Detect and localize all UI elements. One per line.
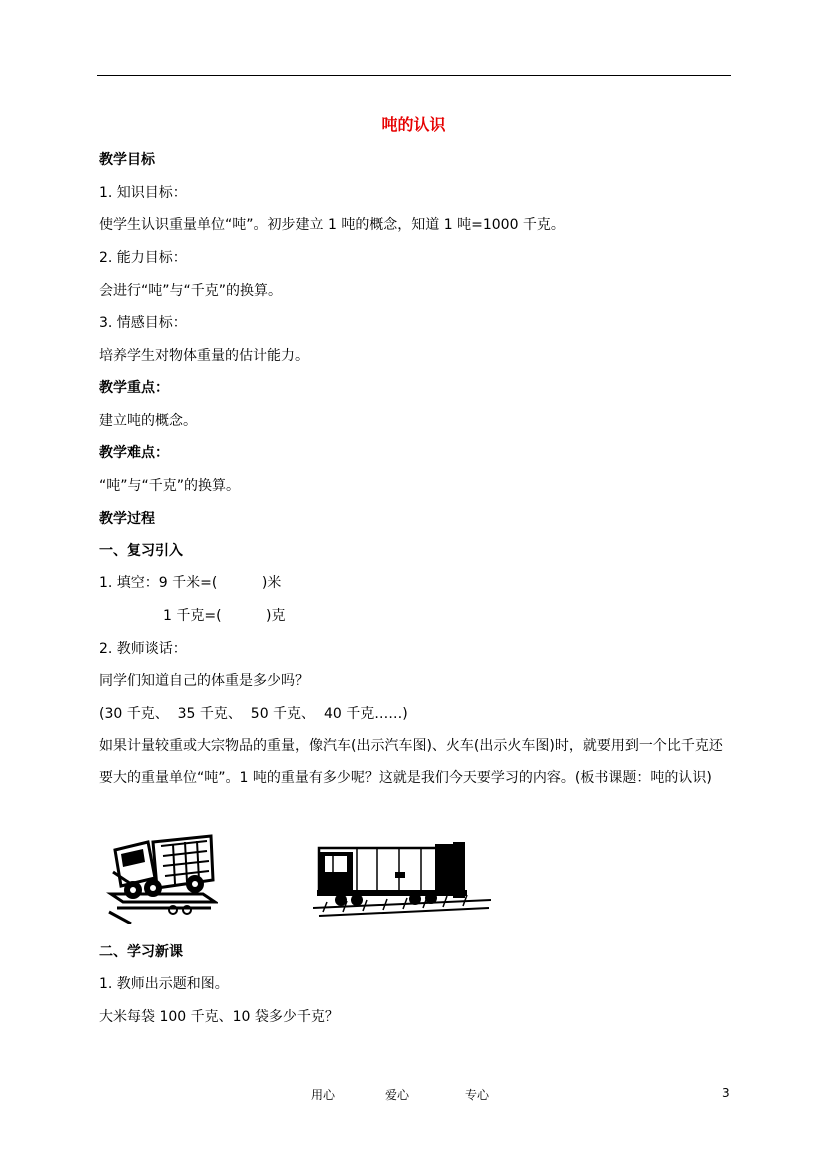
new-lesson-heading: 二、学习新课 — [99, 944, 183, 960]
truck-image — [103, 832, 218, 924]
step-1-text: 1. 教师出示题和图。 — [99, 976, 229, 992]
train-image — [313, 838, 491, 918]
example-weights: (30 千克、 35 千克、 50 千克、 40 千克……) — [99, 706, 408, 722]
goals-heading: 教学目标 — [99, 152, 155, 168]
footer-text-3: 专心 — [465, 1088, 490, 1102]
goal-3-text: 培养学生对物体重量的估计能力。 — [99, 348, 309, 364]
key-point-heading: 教学重点： — [99, 380, 169, 396]
goal-2-text: 会进行“吨”与“千克”的换算。 — [99, 283, 283, 299]
review-heading: 一、复习引入 — [99, 543, 183, 559]
goal-3-label: 3. 情感目标： — [99, 315, 187, 331]
page-title: 吨的认识 — [381, 115, 446, 134]
page-number: 3 — [722, 1086, 730, 1100]
fill-blank-2: 1 千克=( )克 — [163, 608, 286, 624]
goal-1-text: 使学生认识重量单位“吨”。初步建立 1 吨的概念，知道 1 吨=1000 千克。 — [99, 217, 565, 233]
fill-blank-1: 1. 填空：9 千米=( )米 — [99, 575, 282, 591]
footer-text-1: 用心 — [311, 1088, 336, 1102]
footer-text-2: 爱心 — [385, 1088, 410, 1102]
weight-question: 同学们知道自己的体重是多少吗？ — [99, 673, 309, 689]
difficulty-heading: 教学难点： — [99, 445, 169, 461]
intro-paragraph: 如果计量较重或大宗物品的重量，像汽车(出示汽车图)、火车(出示火车图)时，就要用到一个比千克还要大的重量单位“吨”。1 吨的重量有多少呢？这就是我们今天要学习的内容。(板书课题：吨的认识) — [99, 738, 723, 786]
teacher-talk-label: 2. 教师谈话： — [99, 641, 187, 657]
difficulty-text: “吨”与“千克”的换算。 — [99, 478, 241, 494]
rice-question: 大米每袋 100 千克、10 袋多少千克？ — [99, 1009, 339, 1025]
key-point-text: 建立吨的概念。 — [99, 413, 197, 429]
header-rule — [97, 75, 731, 76]
goal-2-label: 2. 能力目标： — [99, 250, 187, 266]
process-heading: 教学过程 — [99, 511, 155, 527]
goal-1-label: 1. 知识目标： — [99, 185, 187, 201]
